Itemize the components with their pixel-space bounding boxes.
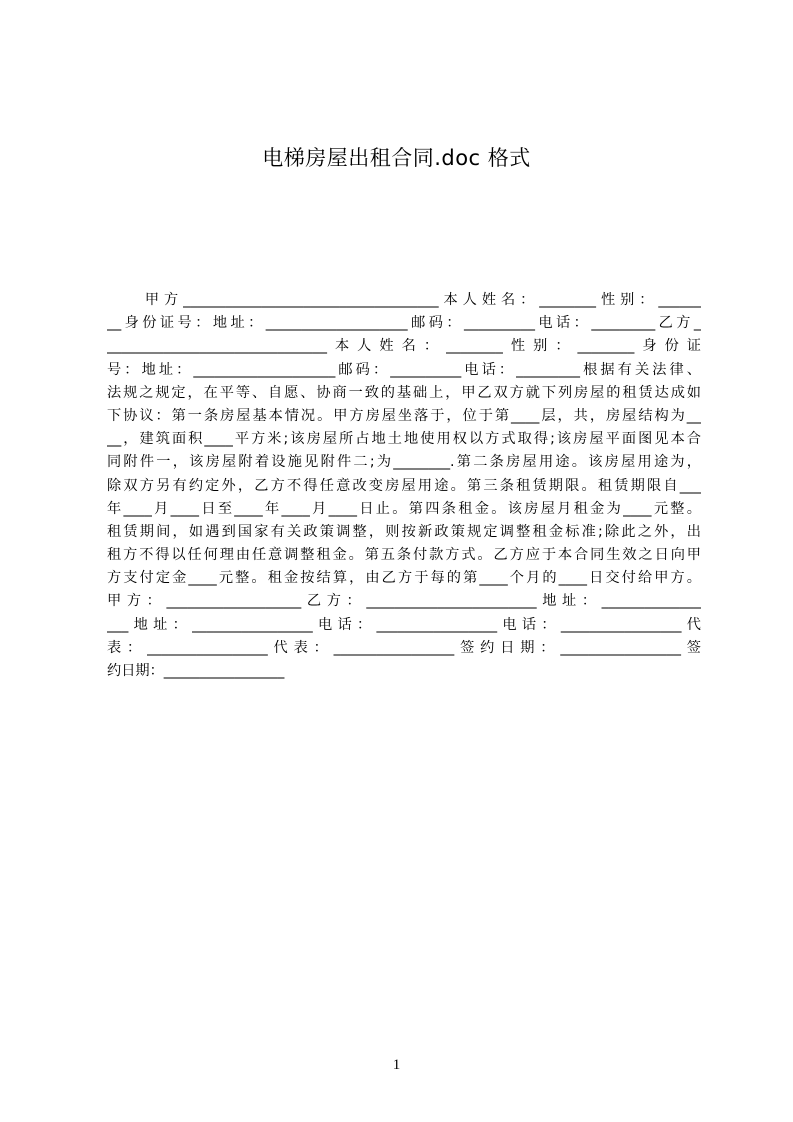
body-line: 租赁期间，如遇到国家有关政策调整，则按新政策规定调整租金标准;除此之外，出 — [107, 523, 701, 540]
body-line: 年____月____日至____年____月____日止。第四条租金。该房屋月租金为____元整。 — [107, 500, 701, 517]
document-title: 电梯房屋出租合同.doc 格式 — [262, 146, 531, 170]
body-line: 除双方另有约定外，乙方不得任意改变房屋用途。第三条租赁期限。租赁期限自___ — [107, 477, 701, 494]
body-line: 方支付定金____元整。租金按结算，由乙方于每的第____个月的____日交付给甲方。 — [107, 570, 701, 587]
body-line: __身份证号：地址：____________________邮码：__________电话：_________乙方_ — [107, 315, 701, 332]
body-line: 法规之规定，在平等、自愿、协商一致的基础上，甲乙双方就下列房屋的租赁达成如 — [107, 384, 701, 401]
body-line: 约日期：_________________ — [107, 663, 285, 679]
body-line: 甲方：___________________乙方：________________________地址：______________ — [107, 593, 701, 610]
body-line: __，建筑面积____平方米;该房屋所占地土地使用权以方式取得;该房屋平面图见本合 — [107, 431, 701, 448]
body-line: 甲方____________________________________本人姓名：________性别：______ — [107, 292, 701, 308]
body-line: ___地址：_________________电话：_________________电话：_________________代 — [107, 616, 701, 633]
body-line: 号：地址：____________________邮码：__________电话：_________根据有关法律、 — [107, 361, 701, 378]
body-line: 租方不得以任何理由任意调整租金。第五条付款方式。乙方应于本合同生效之日向甲 — [107, 547, 701, 564]
page-number: 1 — [392, 1057, 401, 1073]
body-line: 下协议：第一条房屋基本情况。甲方房屋坐落于，位于第____层，共，房屋结构为__ — [107, 407, 701, 424]
body-line: 表：_________________代表：_________________签约日期：_________________签 — [107, 639, 701, 656]
body-line: 同附件一，该房屋附着设施见附件二;为________.第二条房屋用途。该房屋用途为， — [107, 454, 701, 471]
contract-body — [107, 289, 701, 683]
body-line: _______________________________本人姓名：________性别：________身份证 — [107, 338, 701, 355]
